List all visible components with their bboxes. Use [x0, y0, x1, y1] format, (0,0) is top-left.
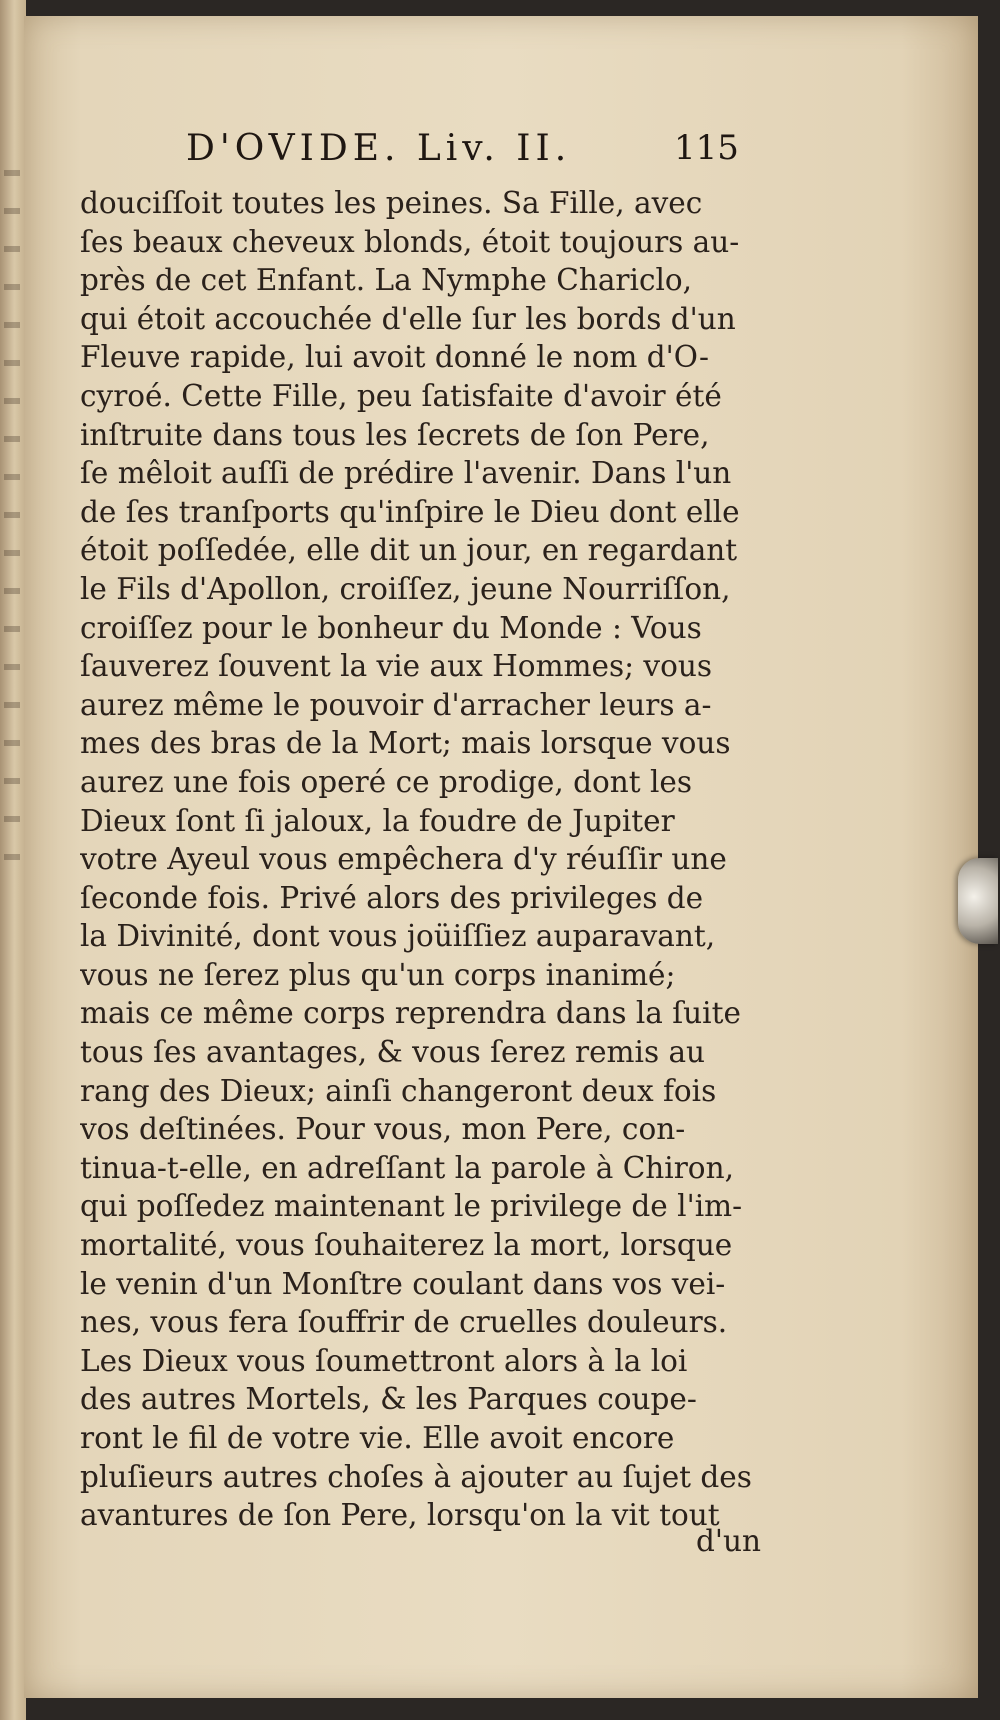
page-clip [958, 858, 998, 944]
text-line: ſauverez ſouvent la vie aux Hommes; vous [80, 649, 712, 684]
book-page [24, 16, 978, 1698]
text-line: Fleuve rapide, lui avoit donné le nom d'O- [80, 340, 709, 375]
adjacent-page-edge [0, 0, 26, 1720]
page-number: 115 [674, 128, 739, 168]
text-line: croiſſez pour le bonheur du Monde : Vous [80, 610, 702, 645]
text-line: ſeconde fois. Privé alors des privileges de [80, 880, 704, 915]
text-line: ſes beaux cheveux blonds, étoit toujours au- [80, 224, 740, 259]
text-line: vous ne ſerez plus qu'un corps inanimé; [80, 957, 676, 992]
running-title: D'OVIDE. Liv. II. [186, 128, 572, 169]
text-line: qui poſſedez maintenant le privilege de l'im- [80, 1189, 743, 1224]
text-line: près de cet Enfant. La Nymphe Chariclo, [80, 263, 693, 298]
text-line: aurez une fois operé ce prodige, dont les [80, 764, 692, 799]
text-line: le venin d'un Monſtre coulant dans vos vei- [80, 1266, 726, 1301]
text-line: nes, vous fera ſouffrir de cruelles douleurs. [80, 1305, 728, 1340]
text-line: vos deſtinées. Pour vous, mon Pere, con- [80, 1112, 686, 1147]
adjacent-page-text-fragments [4, 170, 20, 890]
text-line: inſtruite dans tous les ſecrets de ſon Pere, [80, 417, 710, 452]
text-line: étoit poſſedée, elle dit un jour, en regardant [80, 533, 738, 568]
text-line: pluſieurs autres choſes à ajouter au ſujet des [80, 1459, 752, 1494]
page-header [24, 128, 978, 178]
body-text [80, 184, 800, 1535]
text-line: le Fils d'Apollon, croiſſez, jeune Nourriſſon, [80, 571, 731, 606]
text-line: qui étoit accouchée d'elle ſur les bords d'un [80, 301, 736, 336]
text-line: avantures de ſon Pere, lorsqu'on la vit tout [80, 1498, 720, 1533]
text-line: Les Dieux vous ſoumettront alors à la loi [80, 1343, 688, 1378]
text-line: mes des bras de la Mort; mais lorsque vous [80, 726, 731, 761]
text-line: votre Ayeul vous empêchera d'y réuſſir une [80, 842, 727, 877]
text-line: Dieux ſont ſi jaloux, la foudre de Jupiter [80, 803, 675, 838]
text-line: aurez même le pouvoir d'arracher leurs a- [80, 687, 712, 722]
text-line: douciſſoit toutes les peines. Sa Fille, avec [80, 186, 703, 220]
text-line: tinua-t-elle, en adreſſant la parole à Chiron, [80, 1150, 734, 1185]
text-line: mortalité, vous ſouhaiterez la mort, lorsque [80, 1228, 733, 1263]
text-line: rang des Dieux; ainſi changeront deux fois [80, 1073, 717, 1108]
text-line: des autres Mortels, & les Parques coupe- [80, 1382, 697, 1417]
text-line: la Divinité, dont vous joüiſſiez auparavant, [80, 919, 716, 954]
text-line: ront le fil de votre vie. Elle avoit encore [80, 1421, 675, 1455]
text-line: ſe mêloit auſſi de prédire l'avenir. Dans l'un [80, 456, 732, 491]
text-line: de ſes tranſports qu'inſpire le Dieu dont elle [80, 494, 740, 529]
text-line: mais ce même corps reprendra dans la ſuite [80, 996, 741, 1031]
text-line: cyroé. Cette Fille, peu ſatisfaite d'avoir été [80, 378, 722, 413]
catchword: d'un [696, 1524, 761, 1558]
text-line: tous ſes avantages, & vous ſerez remis au [80, 1035, 706, 1070]
